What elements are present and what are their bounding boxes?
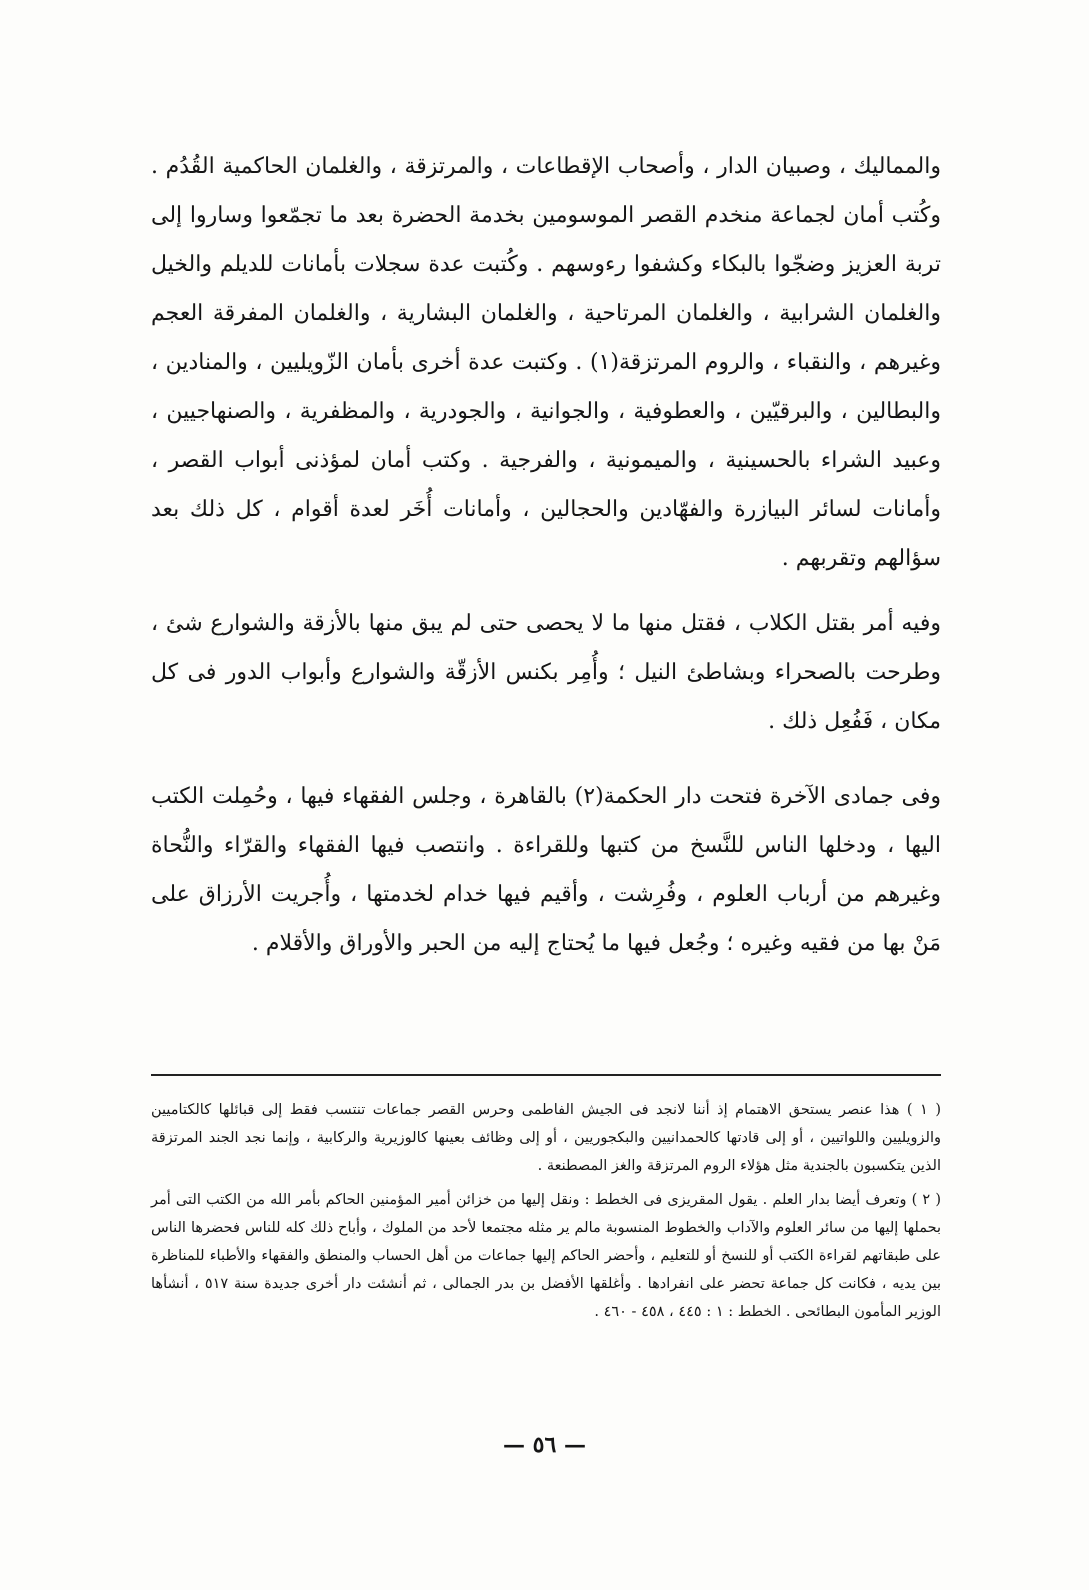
footnote-divider	[151, 1074, 941, 1076]
main-text	[151, 142, 941, 968]
footnote-2: ( ٢ ) وتعرف أيضا بدار العلم . يقول المقريزى فى الخطط : ونقل إليها من خزائن أمير المؤمنين الحاكم بأمر الله من الكتب التى أمر بحملها إليها من سائر العلوم والآداب والخطوط المنسوبة مالم ير مثله مجتمعا لأحد من الملوك ، وأباح ذلك كله للناس فحضرها الناس على طبقاتهم لقراءة الكتب أو للنسخ أو للتعليم ، وأحضر الحاكم إليها جماعات من أهل الحساب والمنطق والفقهاء والأطباء للمناظرة بين يديه ، فكانت كل جماعة تحضر على انفرادها . وأغلقها الأفضل بن بدر الجمالى ، ثم أنشئت دار أخرى جديدة سنة ٥١٧ ، أنشأها الوزير المأمون البطائحى . الخطط : ١ : ٤٤٥ ، ٤٥٨ - ٤٦٠ .	[151, 1192, 941, 1320]
footnote-1: ( ١ ) هذا عنصر يستحق الاهتمام إذ أننا لانجد فى الجيش الفاطمى وحرس القصر جماعات تنتسب فقط إلى قبائلها كالكتاميين والزويليين واللواتيين ، أو إلى قادتها كالحمدانيين والبكجوريين ، أو إلى وظائف بعينها كالوزيرية والركابية ، وإنما نجد الجند المرتزقة الذين يتكسبون بالجندية مثل هؤلاء الروم المرتزقة والغز المصطنعة .	[151, 1102, 941, 1174]
paragraph-dar-al-hikma: وفى جمادى الآخرة فتحت دار الحكمة(٢) بالقاهرة ، وجلس الفقهاء فيها ، وحُمِلت الكتب اليها ، ودخلها الناس للنَّسخ من كتبها وللقراءة . وانتصب فيها الفقهاء والقرّاء والنُّحاة وغيرهم من أرباب العلوم ، وفُرِشت ، وأقيم فيها خدام لخدمتها ، وأُجريت الأرزاق على مَنْ بها من فقيه وغيره ؛ وجُعل فيها ما يُحتاج إليه من الحبر والأوراق والأقلام .	[151, 784, 941, 956]
paragraph-amanat: والمماليك ، وصبيان الدار ، وأصحاب الإقطاعات ، والمرتزقة ، والغلمان الحاكمية القُدُم . وكُتب أمان لجماعة منخدم القصر الموسومين بخدمة الحضرة بعد ما تجمّعوا وساروا إلى تربة العزيز وضجّوا بالبكاء وكشفوا رءوسهم . وكُتبت عدة سجلات بأمانات للديلم والخيل والغلمان الشرابية ، والغلمان المرتاحية ، والغلمان البشارية ، والغلمان المفرقة العجم وغيرهم ، والنقباء ، والروم المرتزقة(١) . وكتبت عدة أخرى بأمان الزّويليين ، والمنادين ، والبطالين ، والبرقيّين ، والعطوفية ، والجوانية ، والجودرية ، والمظفرية ، والصنهاجيين ، وعبيد الشراء بالحسينية ، والميمونية ، والفرجية . وكتب أمان لمؤذنى أبواب القصر ، وأمانات لسائر البيازرة والفهّادين والحجالين ، وأمانات أُخَر لعدة أقوام ، كل ذلك بعد سؤالهم وتقربهم .	[151, 154, 941, 571]
footnotes	[151, 1096, 941, 1332]
paragraph-dogs: وفيه أمر بقتل الكلاب ، فقتل منها ما لا يحصى حتى لم يبق منها بالأزقة والشوارع شئ ، وطرحت بالصحراء وبشاطئ النيل ؛ وأُمِر بكنس الأزقّة والشوارع وأبواب الدور فى كل مكان ، فَفُعِل ذلك .	[151, 611, 941, 734]
page-number: — ٥٦ —	[503, 1432, 586, 1458]
